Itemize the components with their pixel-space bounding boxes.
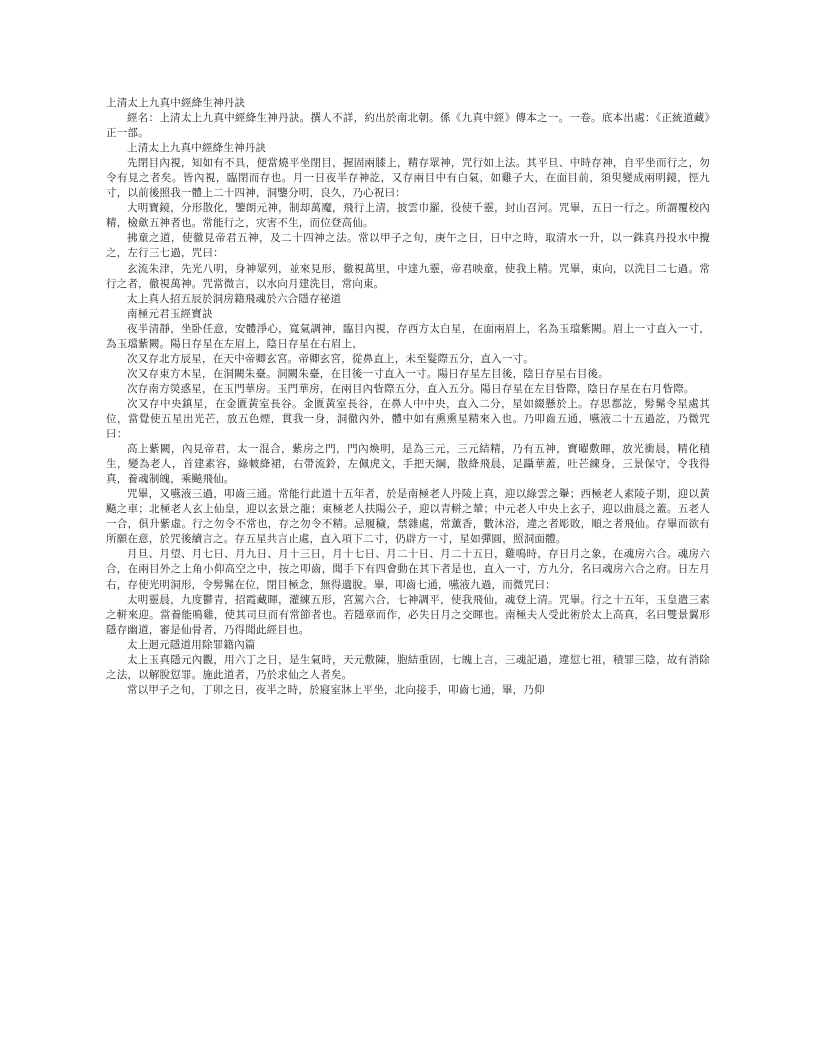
- colophon: 經名：上清太上九真中經絳生神丹訣。撰人不詳，約出於南北朝。係《九真中經》傳本之一。一卷。底本出處：《正統道藏》正一部。: [106, 112, 710, 140]
- para-7: 次又存東方木星，在洞闕朱臺。洞闕朱臺，在目後一寸直入一寸。陽日存星左目後，陰日存星右目後。: [127, 367, 609, 380]
- para-15: 常以甲子之旬，丁卯之日，夜半之時，於寢室牀上平坐，北向接手，叩齒七通，畢，乃仰: [127, 683, 545, 696]
- doc-title: 上清太上九真中經絳生神丹訣: [106, 97, 246, 109]
- para-3: 拂童之道，使徹見帝君五神，及二十四神之法。常以甲子之旬，庚午之日，日中之時，取清水一升，以一銖真丹投水中攪之，左行三七過，咒曰：: [106, 232, 710, 260]
- para-14: 太上玉真隱元內觀，用六丁之日，是生氣時，天元敷陳，胞結重固，七魄上言，三魂記過，違愆七祖，積罪三陰，故有消除之法，以解脫愆罪。施此道者，乃於求仙之人者矣。: [106, 653, 710, 681]
- section-title-1: 上清太上九真中經絳生神丹訣: [127, 142, 267, 155]
- para-2: 大明寶鏡，分形散化，鑒朗元神，制却萬魔，飛行上清，披雲巾羅，役使千靈，封山召河。咒畢，五日一行之。所謂覆校內精，檢歛五神者也。常能行之，灾害不生，而位登高仙。: [106, 202, 710, 230]
- section-title-4: 太上迴元隱道用除罪籍內篇: [127, 638, 256, 651]
- para-4: 玄流朱津，先光八明，身神眾列，並來見形，徹視萬里，中達九靈，帝君映童，使我上精。咒畢，東向，以洗目二七過。常行之者，徹視萬神。咒當微言，以水向月建洗目，常向東。: [106, 262, 710, 290]
- para-9: 次又存中央鎮星，在金匱黃室長谷。金匱黃室長谷，在鼻人中中央，直入二分，星如綴懸於上。存思都訖，髣髴令星處其位，當覺使五星出光芒，放五色煙，貫我一身，洞徹內外，體中如有熏熏星精來入也。乃叩齒五通，嚥液二十五過訖，乃微咒曰：: [106, 397, 710, 441]
- para-13: 太明靈晨，九度鬱青，招霞藏暉，灌練五形，宮駕六合，七神調平，使我飛仙，魂登上清。咒畢。行之十五年，玉皇遣三素之軿來迎。當養能鳴雞，使其司旦而有常節者也。若隱章而作，必失日月之交暉也。南極夫人受此術於太上高真，名曰雙景翼形隱存幽道，審是仙骨者，乃得聞此經目也。: [106, 593, 710, 636]
- para-12: 月旦、月望、月七日、月九日、月十三日，月十七日、月二十日、月二十五日，雞鳴時，存日月之象，在魂房六合。魂房六合，在兩目外之上角小仰高空之中，按之叩齒，聞手下有四會動在其下者是也，直入一寸，方九分，名曰魂房六合之府。日左月右，存使光明洞形，令髣髴在位，閉目極念，無得遺脫。畢，叩齒七通，嚥液九過，而微咒曰：: [106, 548, 710, 591]
- section-title-2: 太上真人招五辰於洞房籍飛魂於六合隱存祕道: [127, 292, 342, 305]
- para-6: 次又存北方辰星，在天中帝卿玄宮。帝卿玄宮，從鼻直上，未至髮際五分，直入一寸。: [127, 352, 534, 365]
- para-10: 高上紫闕，內見帝君，太一混合，紫房之門，門內煥明，是為三元，三元結精，乃有五神，寶曜敷暉，放光衝晨，精化積生，變為老人，首建素容，綠帔絳裙，右帶流鈴，左佩虎文，手把天綱，散絳飛晨，足躡華蓋，吐芒練身，三景保守，令我得真，養魂制魄，乘飈飛仙。: [106, 443, 710, 486]
- para-8: 次存南方熒惑星，在玉門華房。玉門華房，在兩目內眥際五分，直入五分。陽日存星在左目眥際，陰日存星在右月眥際。: [127, 382, 695, 395]
- section-title-3: 南極元君玉經寶訣: [127, 307, 213, 320]
- para-11: 咒畢，又嚥液三過，叩齒三通。常能行此道十五年者，於是南極老人丹陵上真，迎以綠雲之轝；西極老人素陵子期，迎以黃飈之車；北極老人玄上仙皇，迎以玄景之龍；東極老人扶陽公子，迎以青軿之輦；中元老人中央上玄子，迎以曲晨之蓋。五老人一合，俱升紫虛。行之勿令不常也，存之勿令不精。忌履穢，禁雜處，常薰香，數沐浴，違之者彫敗，順之者飛仙。存畢而欲有所願在意，於咒後續言之。存五星共言止處，直入項下二寸，仍辟方一寸，星如彈圓，照洞面體。: [106, 488, 710, 546]
- document-body: [106, 96, 710, 698]
- para-1: 先閉目內視，知如有不具，便當燒平坐閉目，握固兩膝上，精存眾神，咒行如上法。其平旦、中時存神，自平坐而行之，勿令有見之者矣。皆內視，臨閉而存也。月一日夜半存神訖，又存兩目中有白氣，如雞子大，在面目前，須臾變成兩明鏡，徑九寸，以前後照我一體上二十四神，洞鑒分明，良久，乃心祝曰：: [106, 157, 710, 200]
- para-5: 夜半清靜，坐卧任意，安體淨心，寬氣調神，臨目內視，存西方太白星，在面兩眉上，名為玉璫紫闕。眉上一寸直入一寸，為玉璫紫闕。陽日存星在左眉上，陰日存星在右眉上，: [106, 322, 710, 350]
